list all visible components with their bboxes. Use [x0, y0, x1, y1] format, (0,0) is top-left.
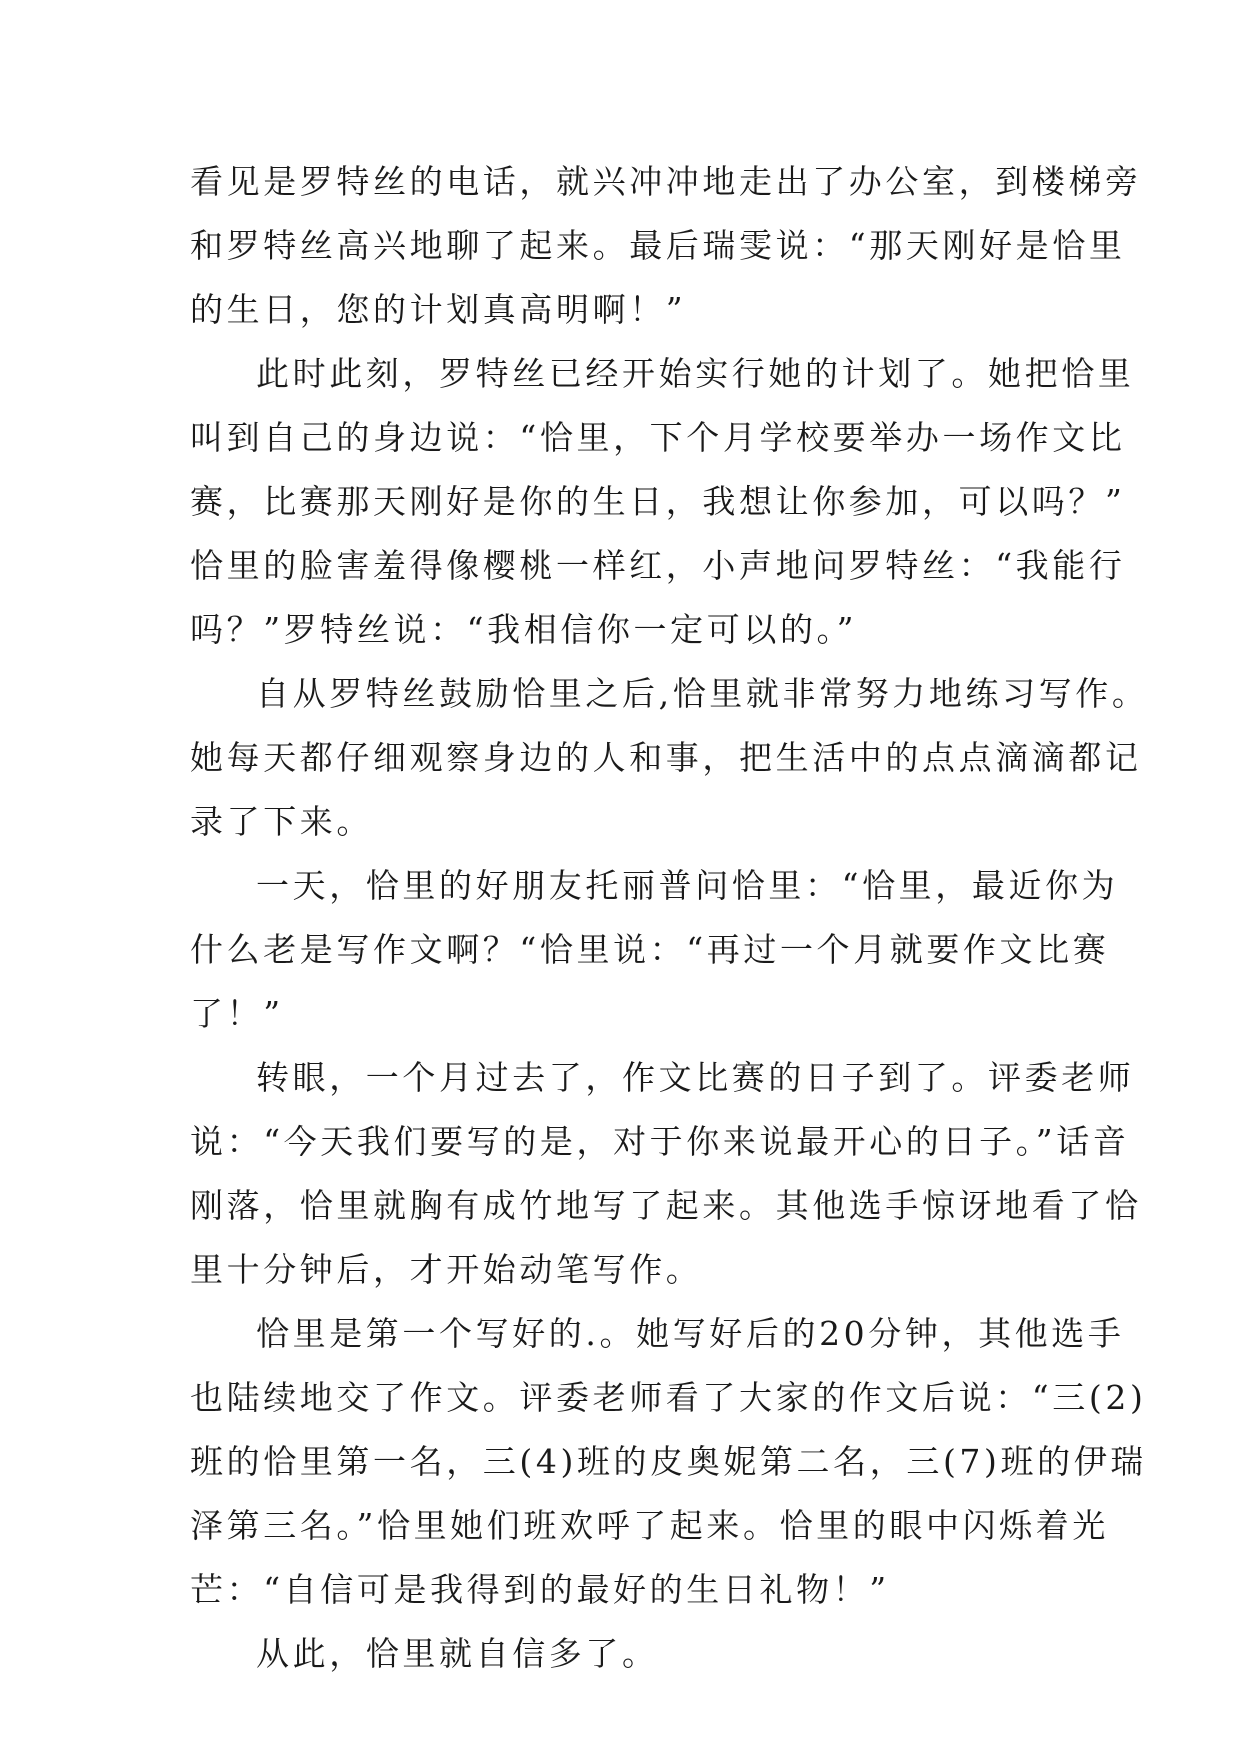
paragraph: [190, 1622, 1060, 1686]
text-line: 叫到自己的身边说：“恰里，下个月学校要举办一场作文比: [190, 418, 1126, 457]
text-line: 恰里是第一个写好的.。她写好后的20分钟，其他选手: [256, 1314, 1125, 1353]
text-line: 刚落，恰里就胸有成竹地写了起来。其他选手惊讶地看了恰: [190, 1186, 1142, 1225]
text-line: 一天，恰里的好朋友托丽普问恰里：“恰里，最近你为: [256, 866, 1119, 905]
paragraph: [190, 150, 1142, 342]
text-line: 此时此刻，罗特丝已经开始实行她的计划了。她把恰里: [256, 354, 1135, 393]
text-line: 了！”: [190, 994, 284, 1033]
text-line: 转眼，一个月过去了，作文比赛的日子到了。评委老师: [256, 1058, 1135, 1097]
paragraph: [190, 662, 1149, 854]
text-line: 的生日，您的计划真高明啊！”: [190, 290, 687, 329]
text-line: 芒：“自信可是我得到的最好的生日礼物！”: [190, 1570, 890, 1609]
text-line: 自从罗特丝鼓励恰里之后,恰里就非常努力地练习写作。: [256, 674, 1149, 713]
text-line: 班的恰里第一名，三(4)班的皮奥妮第二名，三(7)班的伊瑞: [190, 1442, 1147, 1481]
paragraph: [190, 854, 1119, 1046]
text-line: 她每天都仔细观察身边的人和事，把生活中的点点滴滴都记: [190, 738, 1142, 777]
text-line: 泽第三名。”恰里她们班欢呼了起来。恰里的眼中闪烁着光: [190, 1506, 1109, 1545]
paragraph: [190, 342, 1135, 662]
paragraph: [190, 1046, 1142, 1302]
text-line: 和罗特丝高兴地聊了起来。最后瑞雯说：“那天刚好是恰里: [190, 226, 1126, 265]
text-line: 恰里的脸害羞得像樱桃一样红，小声地问罗特丝：“我能行: [190, 546, 1126, 585]
document-body: [190, 150, 1149, 1686]
text-line: 看见是罗特丝的电话，就兴冲冲地走出了办公室，到楼梯旁: [190, 162, 1142, 201]
text-line: 录了下来。: [190, 802, 373, 841]
text-line: 也陆续地交了作文。评委老师看了大家的作文后说：“三(2): [190, 1378, 1147, 1417]
text-line: 什么老是写作文啊？“恰里说：“再过一个月就要作文比赛: [190, 930, 1110, 969]
text-line: 说：“今天我们要写的是，对于你来说最开心的日子。”话音: [190, 1122, 1130, 1161]
text-line: 从此，恰里就自信多了。: [256, 1634, 659, 1673]
text-line: 里十分钟后，才开始动笔写作。: [190, 1250, 703, 1289]
text-line: 吗？”罗特丝说：“我相信你一定可以的。”: [190, 610, 858, 649]
text-line: 赛，比赛那天刚好是你的生日，我想让你参加，可以吗？”: [190, 482, 1126, 521]
paragraph: [190, 1302, 1147, 1622]
